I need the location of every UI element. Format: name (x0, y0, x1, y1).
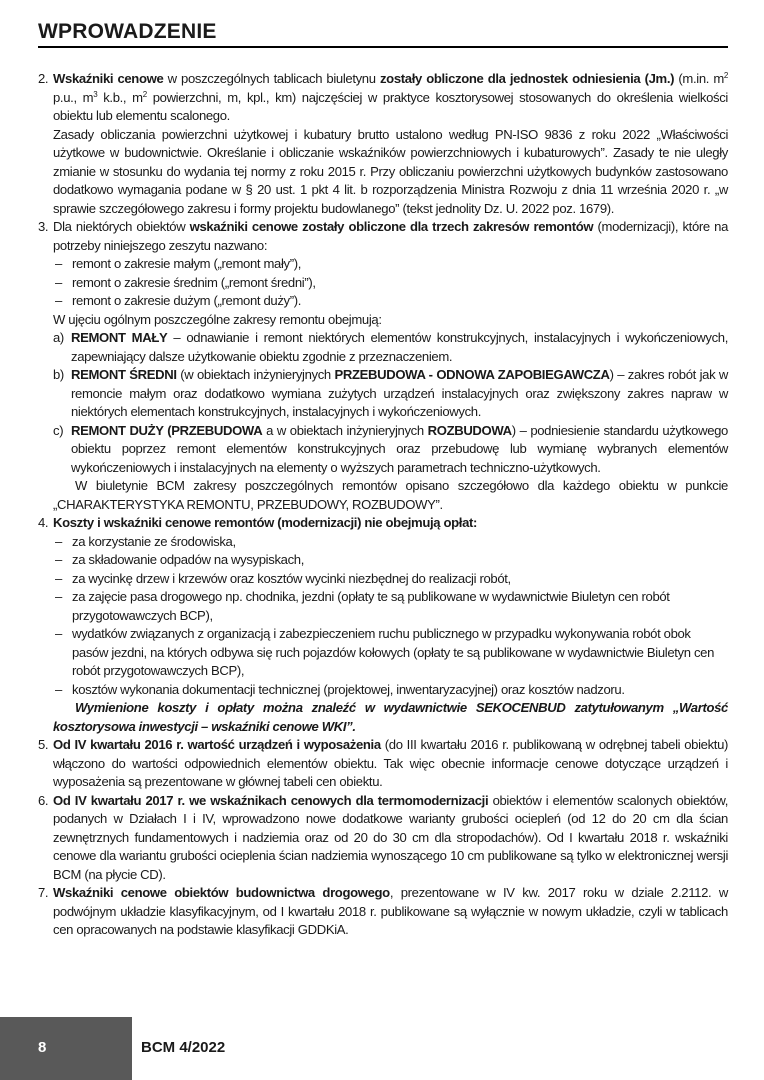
bold-text: zostały obliczone dla jednostek odniesienia (Jm.) (379, 71, 675, 86)
dash-item: – za wycinkę drzew i krzewów oraz kosztów wycinki niezbędnej do realizacji robót, (53, 570, 728, 589)
dash-item: – remont o zakresie dużym („remont duży”). (53, 292, 728, 311)
text: (w obiektach inżynieryjnych (176, 367, 335, 382)
dash-item: – remont o zakresie średnim („remont średni”), (53, 274, 728, 293)
publication-title: BCM 4/2022 (141, 1039, 226, 1056)
paragraph (71, 366, 728, 422)
text: p.u., m (53, 89, 94, 105)
paragraph (53, 514, 728, 533)
bold-text: wskaźniki cenowe zostały obliczone dla trzech zakresów remontów (189, 219, 594, 234)
dash-item: – kosztów wykonania dokumentacji technicznej (projektowej, inwentaryzacyjnej) oraz kosztów nadzoru. (53, 681, 728, 700)
dash-item: – za zajęcie pasa drogowego np. chodnika, jezdni (opłaty te są publikowane w wydawnictwie Biuletyn cen robót przygotowawczych BCP), (53, 588, 728, 625)
sub-item-b (53, 366, 728, 422)
text: , prezentowane w IV kw. 2017 roku w dziale 2.2112. w podwójnym układzie klasyfikacyjnym, od I kwartału 2018 r. publikowane są wyłącznie w nowym układzie, czyli w tablicach cen opracowanych na podstawie klasyfikacji GDDKiA. (53, 885, 728, 937)
paragraph (71, 422, 728, 478)
item-number: 5. (38, 737, 49, 752)
list-item-7 (38, 884, 728, 940)
text: – odnawianie i remont niektórych elementów konstrukcyjnych, instalacyjnych i wykończeniowych, zapewniający dalsze użytkowanie obiektu zgodnie z przeznaczeniem. (71, 330, 728, 364)
item-number: 6. (38, 792, 49, 808)
document-body (38, 70, 728, 940)
list-item-6 (38, 792, 728, 885)
superscript: 2 (723, 71, 728, 80)
text: ) – zakres robót jak w remoncie małym oraz dodatkowo wymiana zużytych urządzeń instalacyjnych oraz zwiększony zakres napraw w niektórych elementach konstrukcyjnych, instalacyjnych i wykończeniowych. (71, 367, 728, 419)
text: a w obiektach inżynieryjnych (262, 422, 428, 438)
page-number: 8 (38, 1039, 47, 1056)
item-number: 2. (38, 71, 49, 86)
text: (m.in. m (674, 71, 724, 86)
dash-item: – remont o zakresie małym („remont mały”), (53, 255, 728, 274)
text: Dla niektórych obiektów (53, 219, 190, 234)
bold-text: REMONT ŚREDNI (71, 367, 177, 382)
text: w poszczególnych tablicach biuletynu (163, 71, 380, 86)
item-number: 7. (38, 885, 49, 900)
list-item-4 (38, 514, 728, 736)
bold-text: Koszty i wskaźniki cenowe remontów (modernizacji) nie obejmują opłat: (53, 515, 478, 530)
sub-letter: b) (53, 367, 64, 382)
dash-item: – za składowanie odpadów na wysypiskach, (53, 551, 728, 570)
paragraph (71, 329, 728, 366)
sub-letter: c) (53, 422, 64, 438)
sub-item-c (53, 422, 728, 478)
paragraph: Zasady obliczania powierzchni użytkowej i kubatury brutto ustalono według PN-ISO 9836 z roku 2022 „Właściwości użytkowe w budownictwie. Określanie i obliczanie wskaźników powierzchniowych i kubaturowych”. Zasady te nie uległy zmianie w stosunku do wydania tej normy z roku 2015 r. Przy obliczaniu powierzchni użytkowych budynków zastosowano dodatkowo wymagania podane w § 20 ust. 1 pkt 4 lit. b rozporządzenia Ministra Rozwoju z dnia 11 września 2020 r. „w sprawie szczegółowego zakresu i formy projektu budowlanego” (tekst jednolity Dz. U. 2022 poz. 1679). (53, 126, 728, 216)
superscript: 3 (93, 89, 98, 99)
list-item-2 (38, 70, 728, 218)
page-footer (0, 1017, 764, 1080)
bold-text: ROZBUDOWA (427, 422, 512, 438)
bold-text: PRZEBUDOWA - ODNOWA ZAPOBIEGAWCZA (334, 367, 610, 382)
sub-item-a (53, 329, 728, 366)
page-number-box (0, 1017, 132, 1080)
item-number: 3. (38, 219, 49, 234)
list-item-3 (38, 218, 728, 514)
paragraph (53, 884, 728, 940)
paragraph: W biuletynie BCM zakresy poszczególnych remontów opisano szczegółowo dla każdego obiektu w punkcie „CHARAKTERYSTYKA REMONTU, PRZEBUDOWY, ROZBUDOWY”. (53, 478, 728, 512)
paragraph (53, 792, 728, 885)
text: k.b., m (97, 89, 143, 105)
paragraph: W ujęciu ogólnym poszczególne zakresy remontu obejmują: (53, 311, 382, 327)
bold-text: Od IV kwartału 2017 r. we wskaźnikach cenowych dla termomodernizacji (53, 792, 489, 808)
paragraph (53, 736, 728, 792)
text: ) – podniesienie standardu użytkowego obiektu poprzez remont elementów konstrukcyjnych oraz przebudowę lub wymianę wybranych elementów wykończeniowych i instalacyjnych na elementy o wyższych parametrach techniczno-użytkowych. (71, 422, 728, 475)
emphasis-paragraph: Wymienione koszty i opłaty można znaleźć w wydawnictwie SEKOCENBUD zatytułowanym „Wartość kosztorysowa inwestycji – wskaźniki cenowe WKI”. (53, 700, 728, 734)
text: (do III kwartału 2016 r. publikowaną w odrębnej tabeli obiektu) włączono do wartości odpowiednich elementów obiektu. Tak więc obecnie informacje cenowe dotyczące urządzeń i wyposażenia są prezentowane w głównej tabeli cen obiektu. (53, 737, 729, 789)
paragraph (53, 70, 728, 126)
bold-text: Wskaźniki cenowe obiektów budownictwa drogowego (53, 885, 390, 900)
text: obiektów i elementów scalonych obiektów, podanych w Działach I i IV, wprowadzono nowe dodatkowe warianty grubości ociepleń (od 12 do 20 cm dla ścian zewnętrznych fundamentowych i nadziemia oraz od 20 do 30 cm dla stropodachów). Od I kwartału 2018 r. wskaźniki cenowe dla wariantu grubości ocieplenia ścian nadziemia wynoszącego 10 cm publikowane są tylko w elektronicznej wersji BCM (na płycie CD). (53, 792, 728, 882)
page-title: WPROWADZENIE (38, 20, 728, 48)
item-number: 4. (38, 515, 49, 530)
bold-text: Od IV kwartału 2016 r. wartość urządzeń i wyposażenia (53, 737, 381, 752)
superscript: 2 (142, 89, 147, 99)
sub-letter: a) (53, 330, 64, 345)
text: powierzchni, m, kpl., km) najczęściej w praktyce kosztorysowej stosowanych do określenia wielkości obiektu lub elementu scalonego. (53, 89, 728, 123)
bold-text: Wskaźniki cenowe (53, 71, 164, 86)
bold-text: REMONT DUŻY (PRZEBUDOWA (71, 422, 263, 438)
dash-item: – wydatków związanych z organizacją i zabezpieczeniem ruchu publicznego w przypadku wykonywania robót obok pasów jezdni, na których odbywa się ruch pojazdów kołowych (opłaty te są publikowane w wydawnictwie Biuletyn cen robót przygotowawczych BCP), (53, 625, 728, 681)
text: (modernizacji), które na potrzeby niniejszego zeszytu nazwano: (53, 219, 729, 253)
bold-text: REMONT MAŁY (71, 330, 168, 345)
list-item-5 (38, 736, 728, 792)
dash-item: – za korzystanie ze środowiska, (53, 533, 728, 552)
paragraph (53, 218, 728, 255)
